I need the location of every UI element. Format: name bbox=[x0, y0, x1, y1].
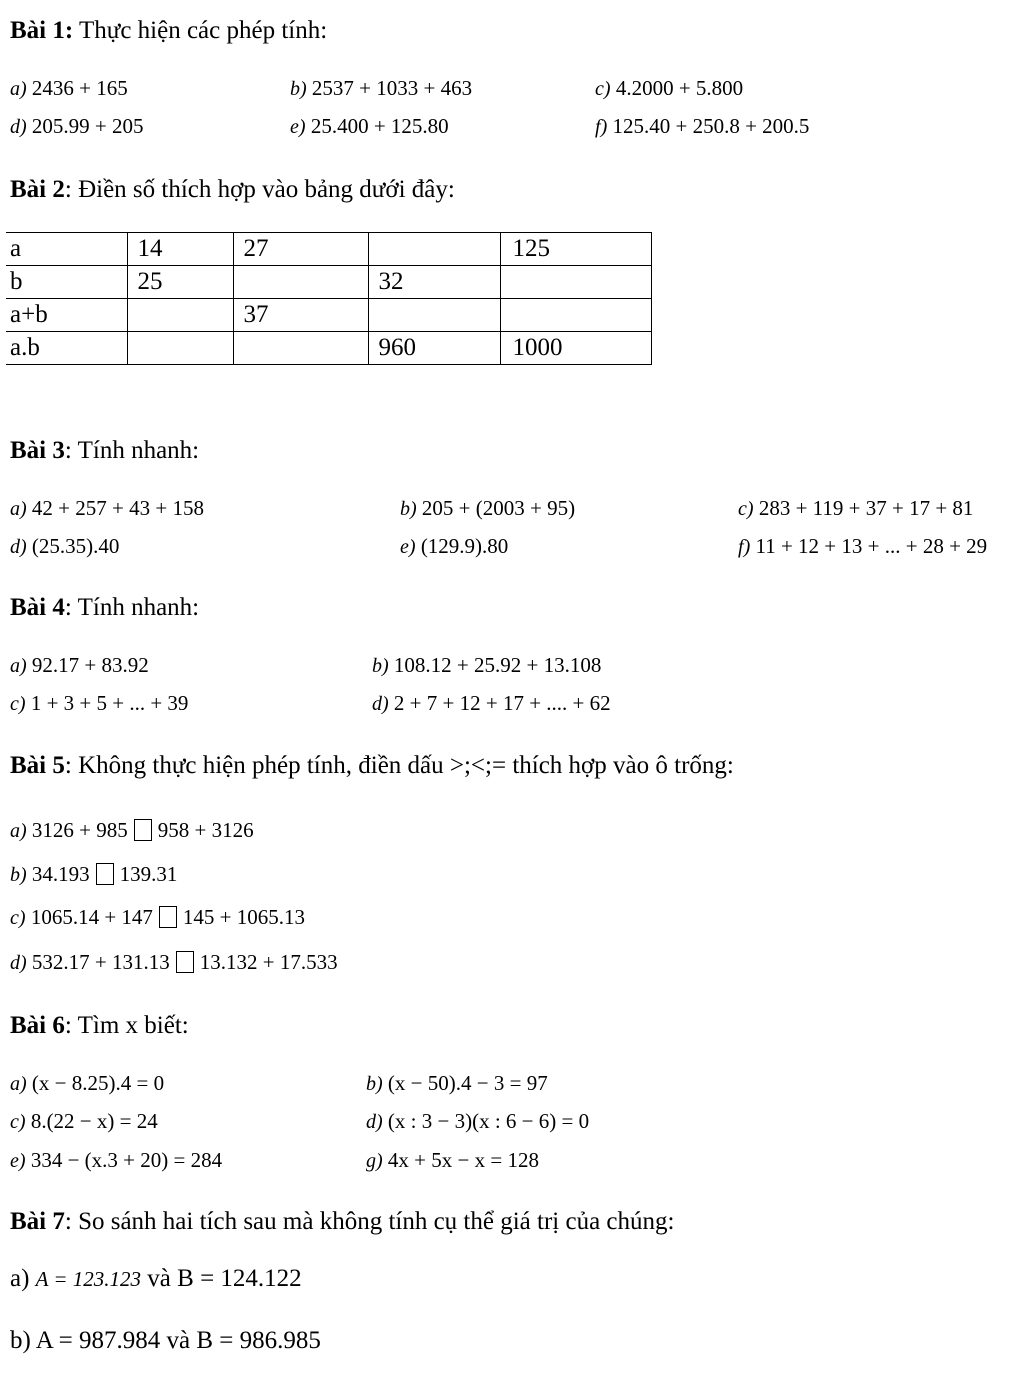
bai5-text: : Không thực hiện phép tính, điền dấu >;<;= thích hợp vào ô trống: bbox=[64, 752, 734, 779]
bai4-label: Bài 4 bbox=[10, 594, 65, 621]
table-cell: 960 bbox=[368, 332, 500, 365]
bai1-item-c: c) 4.2000 + 5.800 bbox=[595, 76, 744, 100]
bai1-item-b: b) 2537 + 1033 + 463 bbox=[290, 76, 473, 100]
bai5-item-b: b) 34.193 139.31 bbox=[10, 862, 178, 886]
bai6-item-a: a) (x − 8.25).4 = 0 bbox=[10, 1071, 165, 1095]
bai6-text: : Tìm x biết: bbox=[64, 1012, 189, 1039]
answer-box[interactable] bbox=[159, 906, 177, 928]
bai1-label: Bài 1: bbox=[10, 17, 74, 44]
answer-box[interactable] bbox=[96, 863, 114, 885]
bai3-item-c: c) 283 + 119 + 37 + 17 + 81 bbox=[738, 496, 974, 520]
table-cell: a bbox=[6, 233, 127, 266]
table-cell: b bbox=[6, 266, 127, 299]
bai3-item-a: a) 42 + 257 + 43 + 158 bbox=[10, 496, 204, 520]
bai3-item-b: b) 205 + (2003 + 95) bbox=[400, 496, 576, 520]
table-cell: 125 bbox=[500, 233, 651, 266]
bai7-item-a: a) A = 123.123 và B = 124.122 bbox=[10, 1265, 302, 1292]
bai3-item-f: f) 11 + 12 + 13 + ... + 28 + 29 bbox=[738, 534, 988, 558]
bai5-item-c: c) 1065.14 + 147 145 + 1065.13 bbox=[10, 905, 305, 929]
bai5-heading bbox=[10, 752, 734, 780]
bai4-heading bbox=[10, 594, 199, 622]
bai7-item-b: b) A = 987.984 và B = 986.985 bbox=[10, 1327, 321, 1354]
bai4-item-a: a) 92.17 + 83.92 bbox=[10, 653, 149, 677]
bai5-item-a: a) 3126 + 985 958 + 3126 bbox=[10, 818, 254, 842]
table-cell bbox=[127, 332, 233, 365]
table-cell bbox=[500, 266, 651, 299]
bai7-heading bbox=[10, 1208, 674, 1236]
table-cell: 25 bbox=[127, 266, 233, 299]
bai4-item-c: c) 1 + 3 + 5 + ... + 39 bbox=[10, 691, 189, 715]
table-row bbox=[6, 233, 651, 266]
bai5-label: Bài 5 bbox=[10, 752, 65, 779]
table-cell: 32 bbox=[368, 266, 500, 299]
table-cell: 27 bbox=[233, 233, 368, 266]
table-cell bbox=[127, 299, 233, 332]
bai1-item-a: a) 2436 + 165 bbox=[10, 76, 128, 100]
bai3-heading bbox=[10, 437, 199, 465]
table-cell bbox=[233, 332, 368, 365]
bai3-label: Bài 3 bbox=[10, 437, 65, 464]
table-cell: a+b bbox=[6, 299, 127, 332]
table-row bbox=[6, 332, 651, 365]
bai6-item-g: g) 4x + 5x − x = 128 bbox=[366, 1148, 539, 1172]
bai6-item-b: b) (x − 50).4 − 3 = 97 bbox=[366, 1071, 548, 1095]
bai6-label: Bài 6 bbox=[10, 1012, 65, 1039]
bai3-text: : Tính nhanh: bbox=[64, 437, 200, 464]
bai2-heading bbox=[10, 176, 455, 204]
table-cell bbox=[233, 266, 368, 299]
bai2-text: : Điền số thích hợp vào bảng dưới đây: bbox=[64, 176, 455, 203]
answer-box[interactable] bbox=[134, 819, 152, 841]
bai6-heading bbox=[10, 1012, 189, 1040]
bai2-table bbox=[6, 232, 652, 365]
bai6-item-c: c) 8.(22 − x) = 24 bbox=[10, 1109, 158, 1133]
table-cell: a.b bbox=[6, 332, 127, 365]
bai1-item-d: d) 205.99 + 205 bbox=[10, 114, 144, 138]
bai6-item-e: e) 334 − (x.3 + 20) = 284 bbox=[10, 1148, 223, 1172]
bai3-item-d: d) (25.35).40 bbox=[10, 534, 120, 558]
table-row bbox=[6, 299, 651, 332]
table-cell bbox=[368, 233, 500, 266]
bai1-item-f: f) 125.40 + 250.8 + 200.5 bbox=[595, 114, 810, 138]
table-cell bbox=[500, 299, 651, 332]
answer-box[interactable] bbox=[176, 951, 194, 973]
bai6-item-d: d) (x : 3 − 3)(x : 6 − 6) = 0 bbox=[366, 1109, 590, 1133]
bai2-label: Bài 2 bbox=[10, 176, 65, 203]
table-cell: 1000 bbox=[500, 332, 651, 365]
bai4-item-b: b) 108.12 + 25.92 + 13.108 bbox=[372, 653, 602, 677]
bai4-text: : Tính nhanh: bbox=[64, 594, 200, 621]
bai1-item-e: e) 25.400 + 125.80 bbox=[290, 114, 449, 138]
bai1-text: Thực hiện các phép tính: bbox=[73, 17, 328, 44]
bai4-item-d: d) 2 + 7 + 12 + 17 + .... + 62 bbox=[372, 691, 611, 715]
bai5-item-d: d) 532.17 + 131.13 13.132 + 17.533 bbox=[10, 950, 338, 974]
table-row bbox=[6, 266, 651, 299]
bai3-item-e: e) (129.9).80 bbox=[400, 534, 509, 558]
table-cell: 37 bbox=[233, 299, 368, 332]
table-cell: 14 bbox=[127, 233, 233, 266]
bai7-text: : So sánh hai tích sau mà không tính cụ thể giá trị của chúng: bbox=[64, 1208, 675, 1235]
table-cell bbox=[368, 299, 500, 332]
bai7-label: Bài 7 bbox=[10, 1208, 65, 1235]
bai1-heading bbox=[10, 17, 327, 45]
